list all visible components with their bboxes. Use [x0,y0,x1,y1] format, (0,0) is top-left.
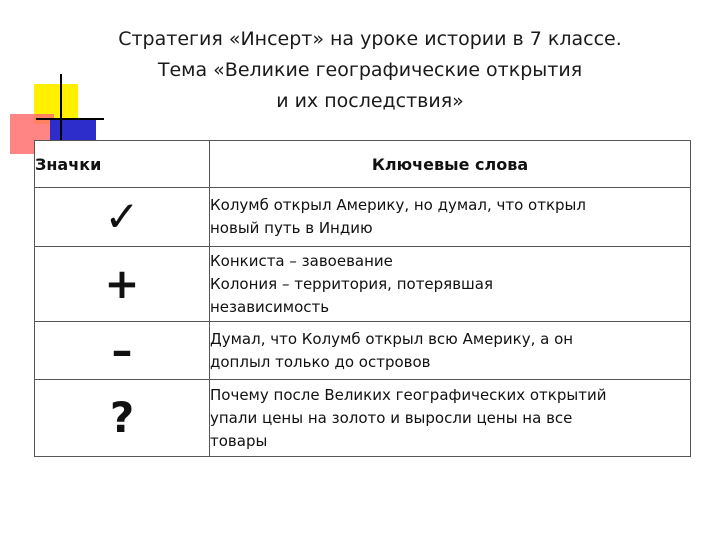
keywords-line: новый путь в Индию [210,219,373,237]
keywords-cell [210,322,691,380]
keywords-cell [210,380,691,457]
keywords-line: доплыл только до островов [210,352,431,371]
table-row [35,247,691,322]
keywords-line: Конкиста – завоевание [210,251,393,270]
table-header-row [35,141,691,188]
table-row [35,322,691,380]
header-keywords: Ключевые слова [210,141,691,188]
plus-icon: + [35,247,210,322]
keywords-line: Думал, что Колумб открыл всю Америку, а он [210,329,574,348]
decorative-horizontal-line [36,118,104,120]
checkmark-icon: ✓ [35,188,210,247]
question-icon: ? [35,380,210,457]
minus-icon: – [35,322,210,380]
keywords-line: Почему после Великих географических открытий [210,385,607,404]
title-line-3: и их последствия» [276,90,464,112]
keywords-line: упали цены на золото и выросли цены на все [210,408,573,427]
slide-title [80,24,660,117]
header-icons: Значки [35,141,210,188]
keywords-cell [210,247,691,322]
table-row [35,188,691,247]
keywords-line: Колумб открыл Америку, но думал, что открыл [210,196,586,214]
keywords-cell [210,188,691,247]
keywords-line: товары [210,431,268,450]
keywords-line: независимость [210,297,330,316]
table-row [35,380,691,457]
title-line-1: Стратегия «Инсерт» на уроке истории в 7 классе. [118,28,622,50]
title-line-2: Тема «Великие географические открытия [157,59,583,81]
keywords-line: Колония – территория, потерявшая [210,274,493,293]
insert-table [34,140,691,457]
